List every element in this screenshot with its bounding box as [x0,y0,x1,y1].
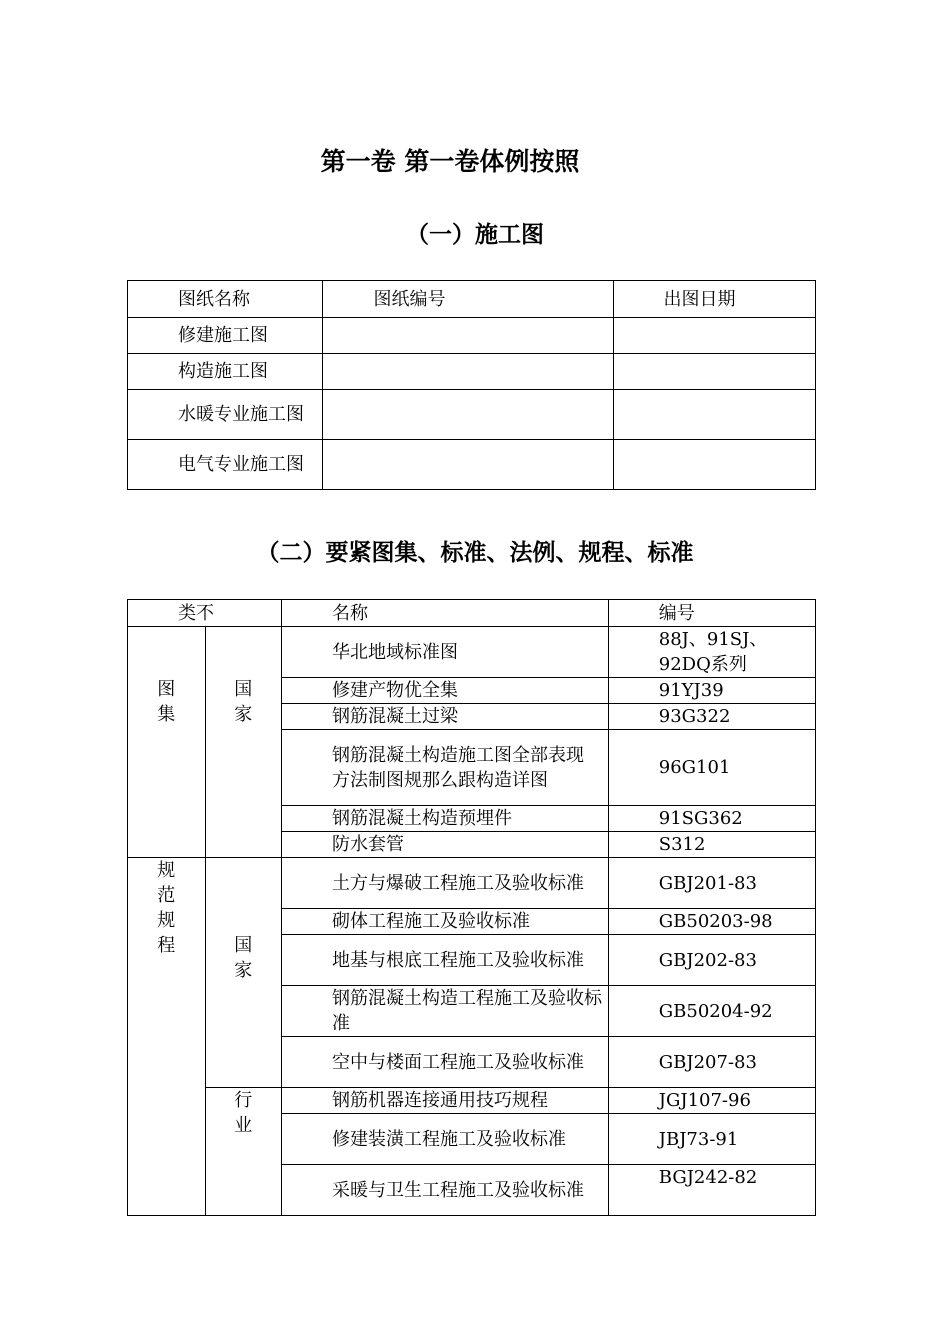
table-header-row [128,600,816,627]
standard-code-cell: GB50203-98 [608,909,815,935]
standard-name-cell: 土方与爆破工程施工及验收标准 [282,858,609,909]
subcategory-cell [205,627,282,858]
issue-date-cell [613,390,815,440]
header-code: 编号 [608,600,815,627]
header-drawing-number: 图纸编号 [323,281,613,318]
category-label: 规范规程 [157,860,176,956]
standard-name-cell: 钢筋机器连接通用技巧规程 [282,1088,609,1114]
header-issue-date: 出图日期 [613,281,815,318]
header-drawing-name: 图纸名称 [128,281,323,318]
drawing-name-cell: 水暖专业施工图 [128,390,323,440]
drawing-number-cell [323,390,613,440]
standard-code-cell: 96G101 [608,730,815,806]
subcategory-label: 行业 [234,1090,253,1136]
category-cell [128,627,206,858]
subcategory-cell [205,1088,282,1216]
header-name: 名称 [282,600,609,627]
standard-code-cell: JBJ73-91 [608,1114,815,1165]
standard-name-cell: 地基与根底工程施工及验收标准 [282,935,609,986]
standard-code-cell: 88J、91SJ、92DQ系列 [608,627,815,678]
standard-name-cell: 砌体工程施工及验收标准 [282,909,609,935]
standard-code-cell: GBJ207-83 [608,1037,815,1088]
standard-name-cell: 华北地域标准图 [282,627,609,678]
table-row [128,1088,816,1114]
standard-name-cell: 空中与楼面工程施工及验收标准 [282,1037,609,1088]
construction-drawings-table [127,280,816,490]
standard-name-cell: 采暖与卫生工程施工及验收标准 [282,1165,609,1216]
category-cell [128,858,206,1216]
subcategory-label: 国家 [234,679,253,725]
standard-name-cell: 钢筋混凝土构造工程施工及验收标准 [282,986,609,1037]
table-header-row [128,281,816,318]
issue-date-cell [613,354,815,390]
standard-name-cell: 修建装潢工程施工及验收标准 [282,1114,609,1165]
document-title: 第一卷 第一卷体例按照 [320,147,580,176]
standard-code-cell: JGJ107-96 [608,1088,815,1114]
category-label: 图集 [157,679,176,725]
standard-name-cell: 钢筋混凝土构造施工图全部表现方法制图规那么跟构造详图 [282,730,609,806]
issue-date-cell [613,440,815,490]
standard-code-cell: BGJ242-82 [608,1165,815,1216]
standard-code-cell: 91YJ39 [608,678,815,704]
drawing-number-cell [323,354,613,390]
standard-name-cell: 修建产物优全集 [282,678,609,704]
section-1-heading: （一）施工图 [406,222,544,248]
standard-code-cell: GBJ201-83 [608,858,815,909]
standard-code-cell: GBJ202-83 [608,935,815,986]
standard-name-cell: 防水套管 [282,832,609,858]
drawing-name-cell: 构造施工图 [128,354,323,390]
standards-table [127,599,816,1216]
issue-date-cell [613,318,815,354]
header-category: 类不 [128,600,282,627]
section-2-heading: （二）要紧图集、标准、法例、规程、标准 [256,540,694,566]
standard-name-cell: 钢筋混凝土构造预埋件 [282,806,609,832]
standard-code-cell: S312 [608,832,815,858]
standard-name-cell: 钢筋混凝土过梁 [282,704,609,730]
drawing-name-cell: 电气专业施工图 [128,440,323,490]
table-row [128,627,816,678]
subcategory-cell [205,858,282,1088]
standard-code-cell: GB50204-92 [608,986,815,1037]
table-row [128,354,816,390]
table-row [128,858,816,909]
drawing-number-cell [323,440,613,490]
standard-code-cell: 93G322 [608,704,815,730]
table-row [128,440,816,490]
standard-code-cell: 91SG362 [608,806,815,832]
table-row [128,318,816,354]
table-row [128,390,816,440]
drawing-number-cell [323,318,613,354]
subcategory-label: 国家 [234,934,253,981]
drawing-name-cell: 修建施工图 [128,318,323,354]
